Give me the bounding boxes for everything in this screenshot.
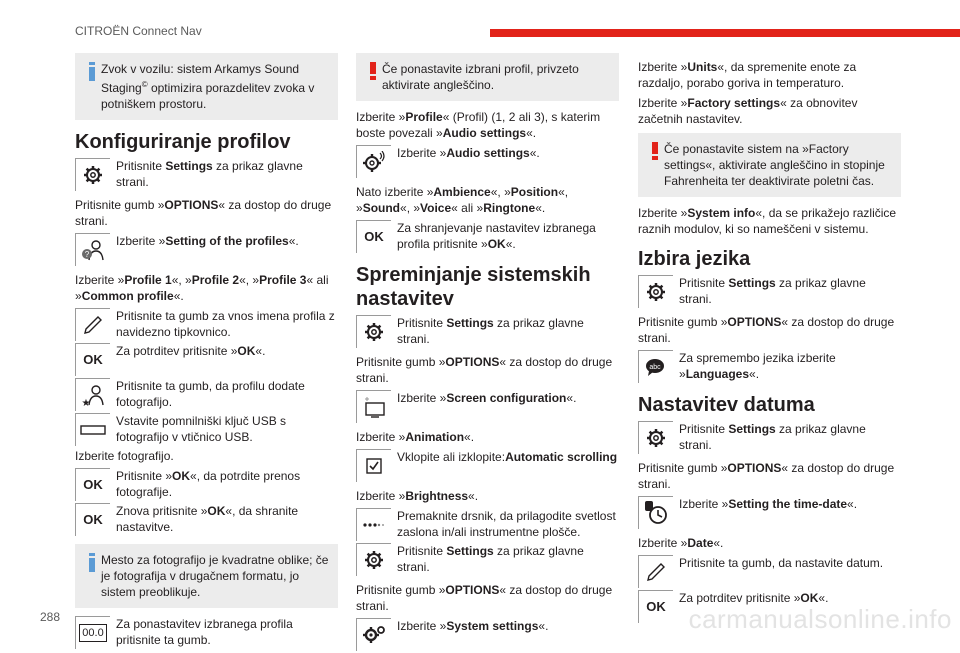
instruction-row: Izberite »Audio settings«. bbox=[356, 145, 619, 178]
ok-button-icon: OK bbox=[75, 503, 110, 536]
paragraph: Izberite fotografijo. bbox=[75, 449, 174, 463]
system-settings-gears-icon bbox=[356, 618, 391, 651]
checkbox-checked-icon bbox=[356, 449, 391, 482]
column-1 bbox=[75, 53, 338, 651]
ok-button-icon: OK bbox=[638, 590, 673, 623]
pencil-icon bbox=[75, 308, 110, 341]
settings-gear-icon bbox=[638, 421, 673, 454]
settings-gear-icon bbox=[638, 275, 673, 308]
paragraph: Pritisnite gumb »OPTIONS« za dostop do druge strani. bbox=[638, 461, 895, 491]
instruction-row: OK Za shranjevanje nastavitev izbranega profila pritisnite »OK«. bbox=[356, 220, 619, 253]
instruction-row: Pritisnite ta gumb za vnos imena profila z navidezno tipkovnico. bbox=[75, 308, 338, 341]
paragraph: Nato izberite »Ambience«, »Position«, »Sound«, »Voice« ali »Ringtone«. bbox=[356, 185, 569, 215]
paragraph: Izberite »Factory settings« za obnovitev začetnih nastavitev. bbox=[638, 96, 858, 126]
ok-button-icon: OK bbox=[75, 468, 110, 501]
column-3 bbox=[638, 53, 901, 625]
info-icon bbox=[89, 62, 95, 80]
pencil-icon bbox=[638, 555, 673, 588]
instruction-row: Vklopite ali izklopite:Automatic scrolling bbox=[356, 449, 619, 482]
instruction-row: Pritisnite Settings za prikaz glavne strani. bbox=[75, 158, 338, 191]
instruction-row: OK Za potrditev pritisnite »OK«. bbox=[75, 343, 338, 376]
screen-configuration-icon bbox=[356, 390, 391, 423]
paragraph: Pritisnite gumb »OPTIONS« za dostop do druge strani. bbox=[356, 355, 613, 385]
instruction-row: ? Izberite »Setting of the profiles«. bbox=[75, 233, 338, 266]
instruction-row: Pritisnite Settings za prikaz glavne strani. bbox=[638, 275, 901, 308]
ok-button-icon: OK bbox=[75, 343, 110, 376]
paragraph: Izberite »Profile 1«, »Profile 2«, »Profile 3« ali »Common profile«. bbox=[75, 273, 329, 303]
profile-photo-icon bbox=[75, 378, 110, 411]
svg-text:?: ? bbox=[84, 250, 90, 259]
paragraph: Izberite »Profile« (Profil) (1, 2 ali 3), s katerim boste povezali »Audio settings«. bbox=[356, 110, 601, 140]
ok-button-icon: OK bbox=[356, 220, 391, 253]
header-red-bar bbox=[490, 29, 960, 37]
instruction-row: abc Za spremembo jezika izberite »Languages«. bbox=[638, 350, 901, 383]
column-2 bbox=[356, 53, 619, 653]
paragraph: Izberite »Brightness«. bbox=[356, 489, 479, 503]
paragraph: Izberite »Units«, da spremenite enote za razdaljo, porabo goriva in temperaturo. bbox=[638, 60, 857, 90]
audio-settings-icon bbox=[356, 145, 391, 178]
instruction-row: OK Za potrditev pritisnite »OK«. bbox=[638, 590, 901, 623]
watermark: carmanualsonline.info bbox=[688, 604, 952, 634]
instruction-row: Pritisnite Settings za prikaz glavne strani. bbox=[638, 421, 901, 454]
instruction-row: 00.0 Za ponastavitev izbranega profila pritisnite ta gumb. bbox=[75, 616, 338, 649]
instruction-row: Izberite »Screen configuration«. bbox=[356, 390, 619, 423]
section-heading-date: Nastavitev datuma bbox=[638, 394, 815, 416]
paragraph: Izberite »System info«, da se prikažejo različice raznih modulov, ki so nameščeni v sistemu. bbox=[638, 206, 897, 236]
info-note: Zvok v vozilu: sistem Arkamys Sound Staging© optimizira porazdelitev zvoka v potniškem prostoru. bbox=[75, 53, 338, 120]
info-note: Mesto za fotografijo je kvadratne oblike; če je fotografija v drugačnem formatu, jo sistem preoblikuje. bbox=[75, 544, 338, 608]
settings-gear-icon bbox=[75, 158, 110, 191]
paragraph: Pritisnite gumb »OPTIONS« za dostop do druge strani. bbox=[75, 198, 332, 228]
paragraph: Pritisnite gumb »OPTIONS« za dostop do druge strani. bbox=[356, 583, 613, 613]
settings-gear-icon bbox=[356, 315, 391, 348]
svg-text:abc: abc bbox=[649, 364, 661, 371]
instruction-row: Vstavite pomnilniški ključ USB s fotografijo v vtičnico USB. bbox=[75, 413, 338, 446]
warning-note: Če ponastavite izbrani profil, privzeto aktivirate angleščino. bbox=[356, 53, 619, 101]
paragraph: Pritisnite gumb »OPTIONS« za dostop do druge strani. bbox=[638, 315, 895, 345]
instruction-row: Izberite »System settings«. bbox=[356, 618, 619, 651]
running-header: CITROËN Connect Nav bbox=[75, 24, 202, 38]
time-date-clock-icon bbox=[638, 496, 673, 529]
instruction-row: Pritisnite Settings za prikaz glavne strani. bbox=[356, 543, 619, 576]
instruction-row: ★ Pritisnite ta gumb, da profilu dodate fotografijo. bbox=[75, 378, 338, 411]
section-heading-profiles: Konfiguriranje profilov bbox=[75, 131, 291, 153]
reset-profile-icon: 00.0 bbox=[75, 616, 110, 649]
section-heading-system: Spreminjanje sistemskih nastavitev bbox=[356, 264, 591, 310]
warning-note: Če ponastavite sistem na »Factory settings«, aktivirate angleščino in stopinje Fahrenheita ter deaktivirate poletni čas. bbox=[638, 133, 901, 197]
svg-text:★: ★ bbox=[81, 398, 91, 407]
brightness-slider-icon bbox=[356, 508, 391, 541]
paragraph: Izberite »Animation«. bbox=[356, 430, 475, 444]
paragraph: Izberite »Date«. bbox=[638, 536, 724, 550]
instruction-row: Pritisnite ta gumb, da nastavite datum. bbox=[638, 555, 901, 588]
instruction-row: Pritisnite Settings za prikaz glavne strani. bbox=[356, 315, 619, 348]
settings-gear-icon bbox=[356, 543, 391, 576]
warning-icon bbox=[370, 62, 376, 80]
info-icon bbox=[89, 553, 95, 571]
instruction-row: Premaknite drsnik, da prilagodite svetlost zaslona in/ali instrumentne plošče. bbox=[356, 508, 619, 541]
section-heading-language: Izbira jezika bbox=[638, 248, 751, 270]
profile-question-icon bbox=[75, 233, 110, 266]
usb-stick-icon bbox=[75, 413, 110, 446]
instruction-row: Izberite »Setting the time-date«. bbox=[638, 496, 901, 529]
instruction-row: OK Pritisnite »OK«, da potrdite prenos fotografije. bbox=[75, 468, 338, 501]
page-number: 288 bbox=[40, 610, 61, 624]
warning-icon bbox=[652, 142, 658, 160]
instruction-row: OK Znova pritisnite »OK«, da shranite nastavitve. bbox=[75, 503, 338, 536]
languages-speech-icon bbox=[638, 350, 673, 383]
